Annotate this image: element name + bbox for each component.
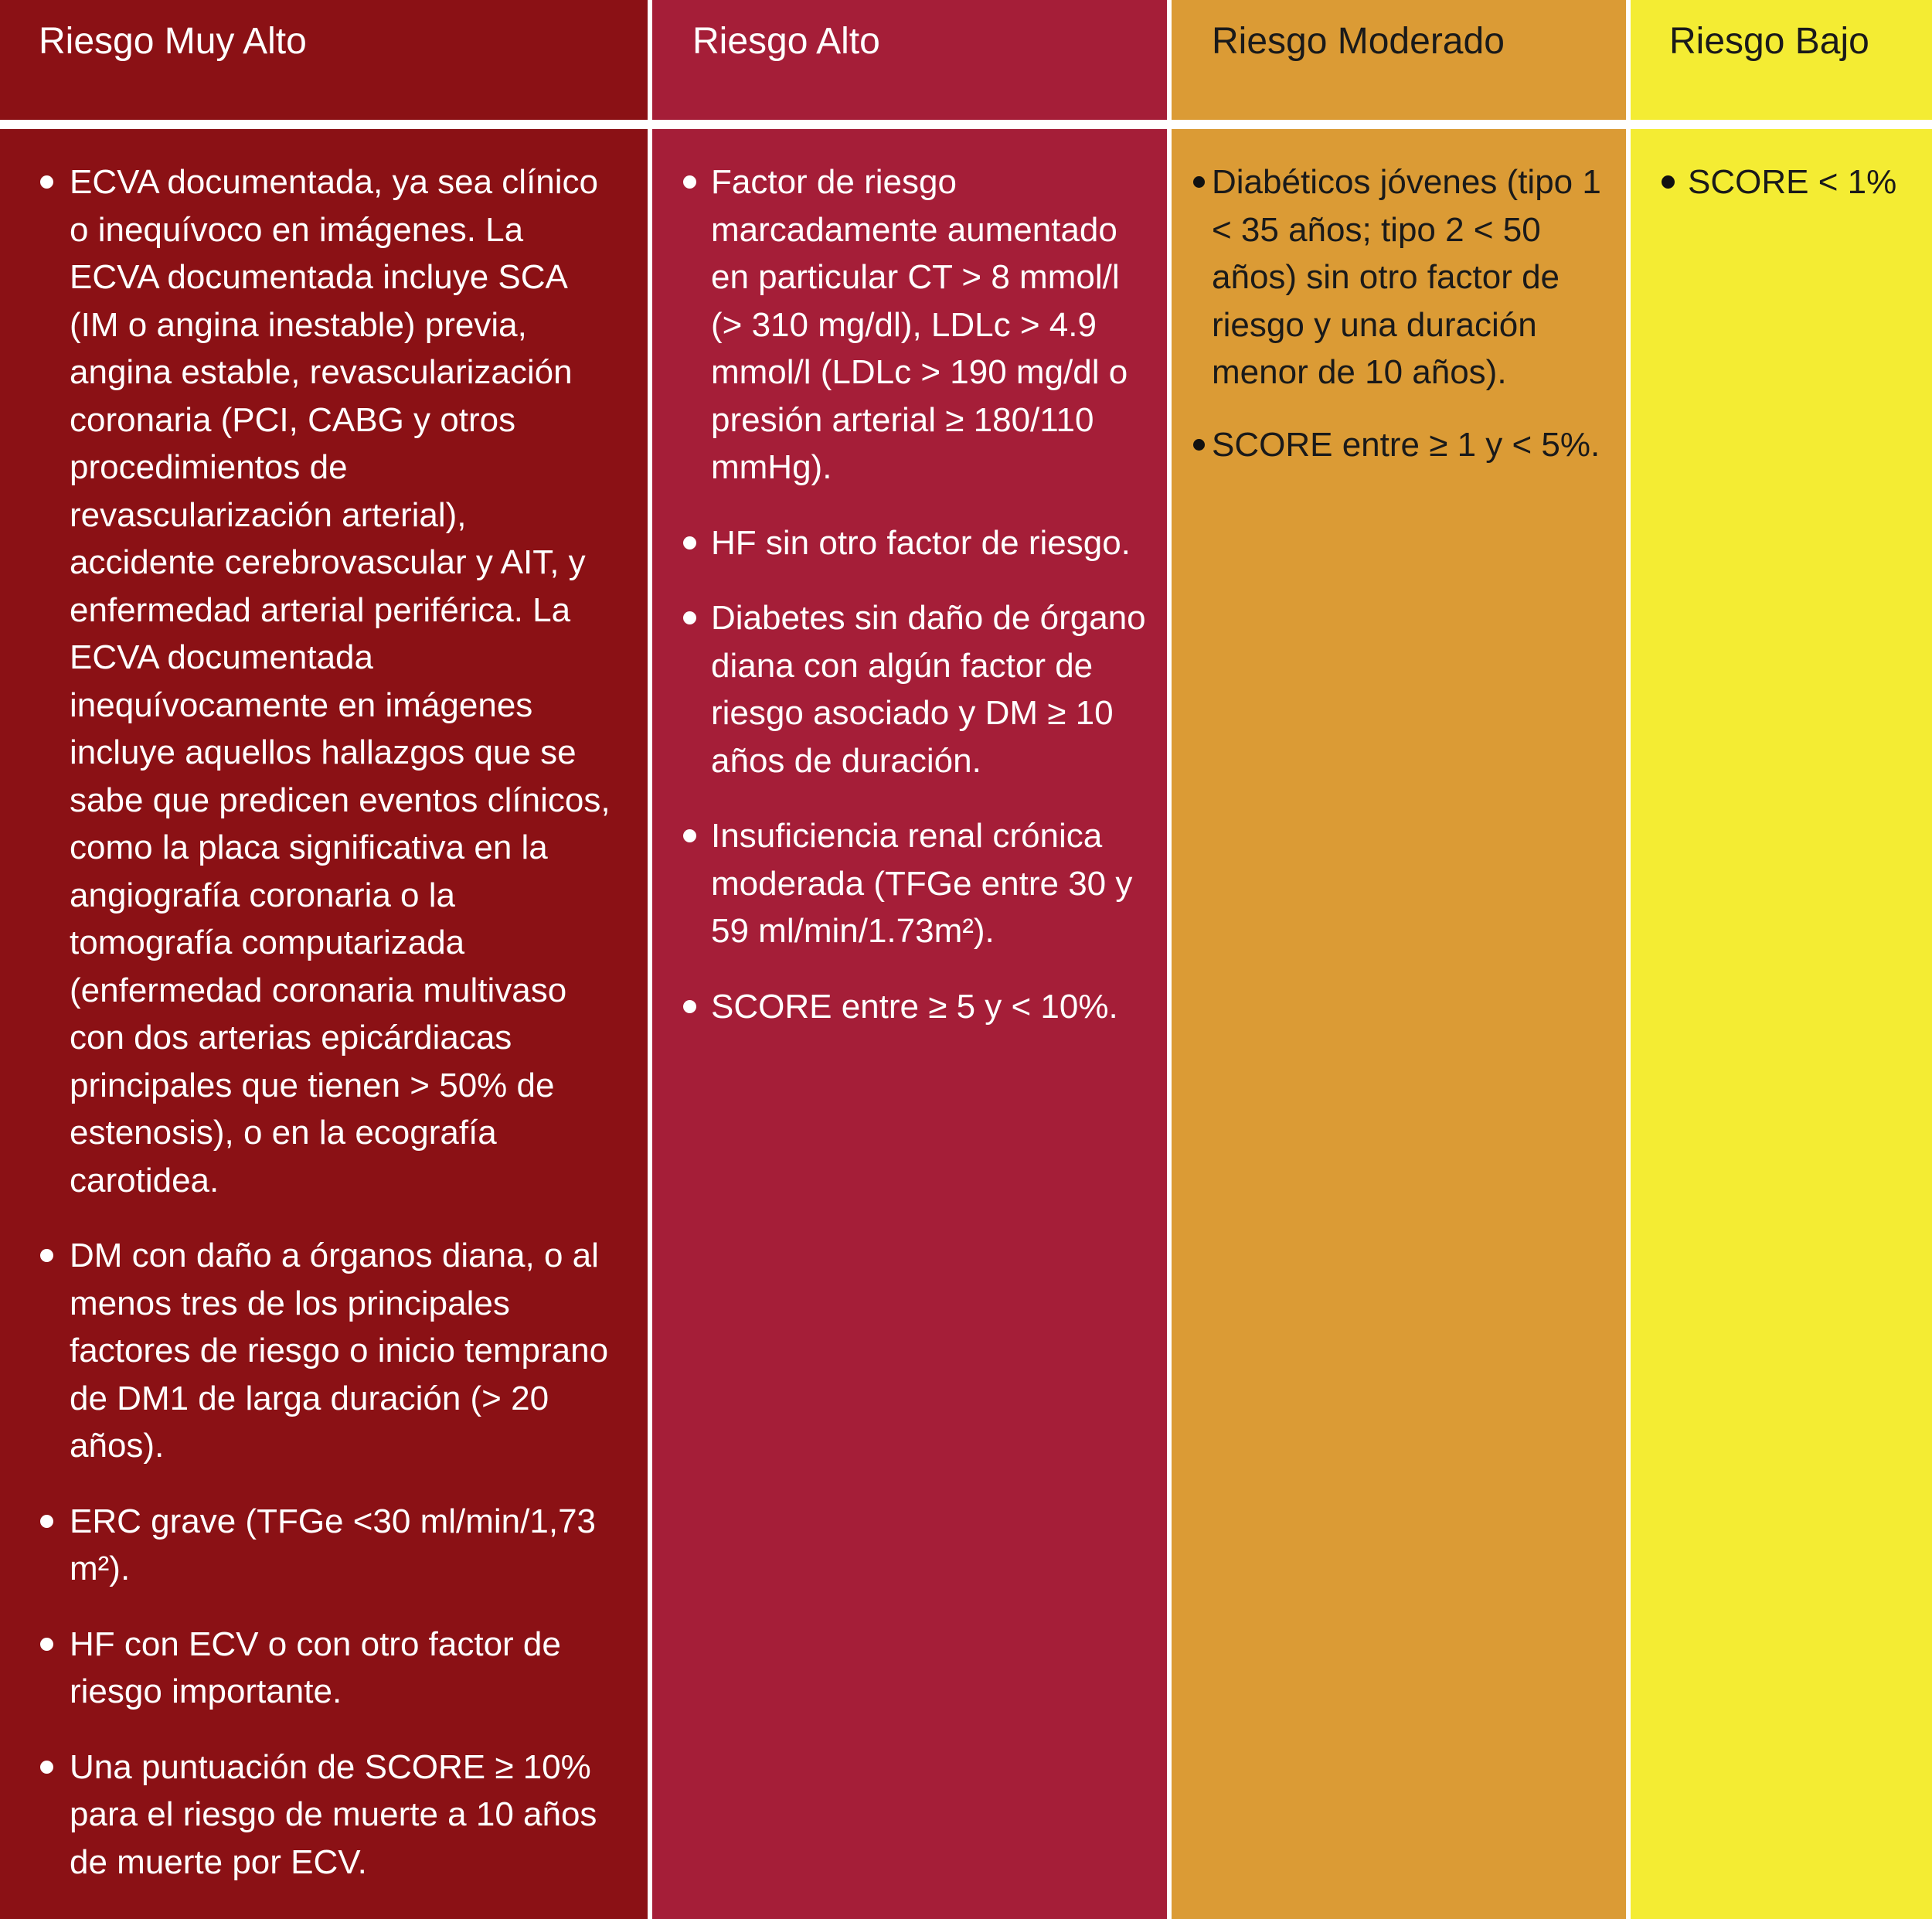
criterion-text: HF con ECV o con otro factor de riesgo importante. — [70, 1625, 561, 1710]
column-header: Riesgo Moderado — [1172, 0, 1626, 120]
criterion-text: Factor de riesgo marcadamente aumentado en particular CT > 8 mmol/l (> 310 mg/dl), LDLc > 4.9 mmol/l (LDLc > 190 mg/dl o presión arterial ≥ 180/110 mmHg). — [711, 163, 1128, 486]
list-item — [1172, 158, 1626, 396]
criterion-text: ERC grave (TFGe <30 ml/min/1,73 m²). — [70, 1502, 597, 1587]
criterion-text: Insuficiencia renal crónica moderada (TFGe entre 30 y 59 ml/min/1.73m²). — [711, 817, 1133, 950]
list-item — [0, 1744, 648, 1887]
list-item — [652, 594, 1167, 784]
bullet-icon — [683, 611, 696, 624]
criterion-text: Diabéticos jóvenes (tipo 1 < 35 años; tipo 2 < 50 años) sin otro factor de riesgo y una duración menor de 10 años). — [1212, 163, 1601, 391]
list-item — [1631, 158, 1932, 206]
list-item — [0, 158, 648, 1204]
bullet-icon — [40, 175, 53, 189]
bullet-icon — [683, 829, 696, 842]
bullet-icon — [683, 1000, 696, 1013]
criteria-list — [652, 158, 1167, 1030]
criterion-text: Diabetes sin daño de órgano diana con algún factor de riesgo asociado y DM ≥ 10 años de duración. — [711, 599, 1146, 780]
list-item — [0, 1621, 648, 1716]
bullet-icon — [683, 175, 696, 189]
column-header: Riesgo Bajo — [1631, 0, 1932, 120]
bullet-icon — [40, 1515, 53, 1528]
criterion-text: Una puntuación de SCORE ≥ 10% para el riesgo de muerte a 10 años de muerte por ECV. — [70, 1747, 597, 1881]
bullet-icon — [1193, 439, 1205, 451]
column-header: Riesgo Alto — [652, 0, 1167, 120]
bullet-icon — [40, 1761, 53, 1774]
list-item — [652, 519, 1167, 567]
column-body — [1172, 129, 1626, 1919]
list-item — [1172, 421, 1626, 469]
criteria-list — [1172, 158, 1626, 468]
bullet-icon — [1662, 175, 1675, 189]
criteria-list — [1631, 158, 1932, 206]
criterion-text: SCORE < 1% — [1688, 163, 1897, 201]
bullet-icon — [1193, 176, 1205, 188]
criterion-text: SCORE entre ≥ 1 y < 5%. — [1212, 425, 1600, 464]
criterion-text: ECVA documentada, ya sea clínico o inequívoco en imágenes. La ECVA documentada incluye SCA (IM o angina inestable) previa, angina estable, revascularización coronaria (PCI, CABG y otros procedimientos de revascularización arterial), accidente cerebrovascular y AIT, y enfermedad arterial periférica. La ECVA documentada inequívocamente en imágenes incluye aquellos hallazgos que se sabe que predicen eventos clínicos, como la placa significativa en la angiografía coronaria o la tomografía computarizada (enfermedad coronaria multivaso con dos arterias epicárdiacas principales que tienen > 50% de estenosis), o en la ecografía carotidea. — [70, 163, 611, 1199]
bullet-icon — [40, 1638, 53, 1651]
list-item — [0, 1232, 648, 1470]
list-item — [652, 812, 1167, 955]
list-item — [0, 1498, 648, 1593]
bullet-icon — [40, 1249, 53, 1262]
criteria-list — [0, 158, 648, 1886]
list-item — [652, 983, 1167, 1031]
criterion-text: DM con daño a órganos diana, o al menos tres de los principales factores de riesgo o inicio temprano de DM1 de larga duración (> 20 años). — [70, 1237, 609, 1465]
criterion-text: SCORE entre ≥ 5 y < 10%. — [711, 987, 1118, 1026]
column-header: Riesgo Muy Alto — [0, 0, 648, 120]
criterion-text: HF sin otro factor de riesgo. — [711, 523, 1131, 562]
bullet-icon — [683, 536, 696, 550]
list-item — [652, 158, 1167, 492]
column-body — [0, 129, 648, 1919]
column-body — [652, 129, 1167, 1919]
column-body — [1631, 129, 1932, 1919]
